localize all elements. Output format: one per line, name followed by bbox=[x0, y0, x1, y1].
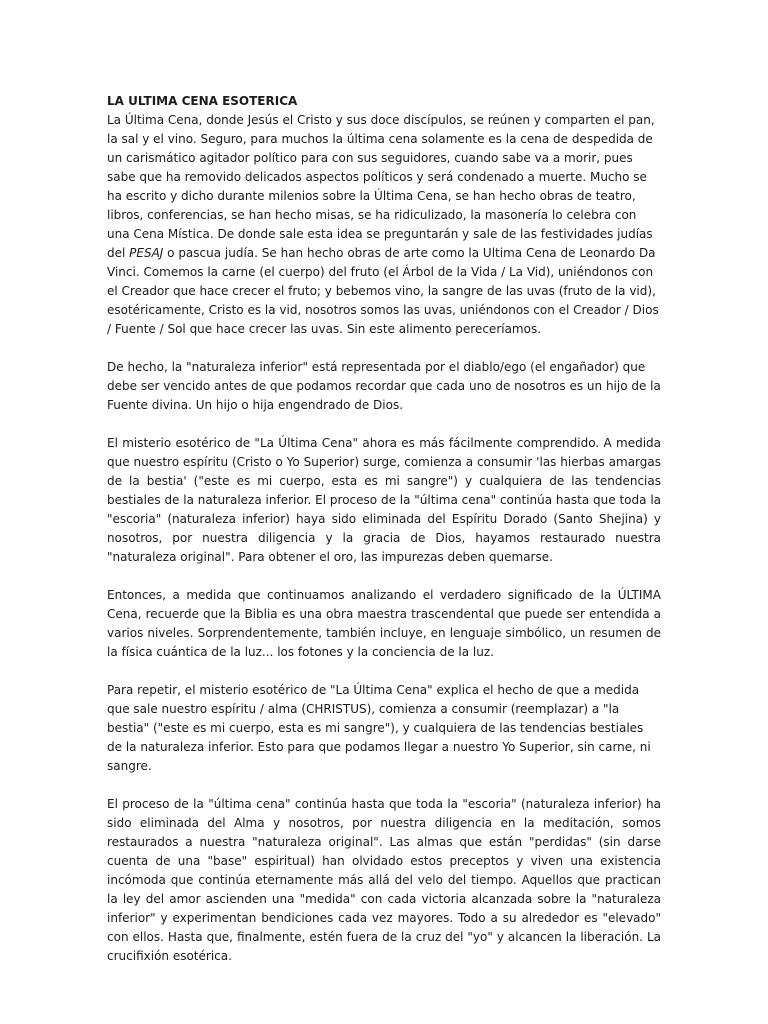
paragraph-2: De hecho, la "naturaleza inferior" está representada por el diablo/ego (el engañador) que debe ser vencido antes de que podamos recordar que cada uno de nosotros es un hijo de la Fuente divina. Un hijo o hija engendrado de Dios. bbox=[107, 360, 661, 412]
paragraph-1-text-b: o pascua judía. Se han hecho obras de arte como la Ultima Cena de Leonardo Da Vinci. Comemos la carne (el cuerpo) del fruto (el Árbol de la Vida / La Vid), uniéndonos con el Creador que hace crecer el fruto; y bebemos vino, la sangre de las uvas (fruto de la vid), esotéricamente, Cristo es la vid, nosotros somos las uvas, uniéndonos con el Creador / Dios / Fuente / Sol que hace crecer las uvas. Sin este alimento pereceríamos. bbox=[107, 246, 659, 336]
paragraph-1-italic-term: PESAJ bbox=[129, 246, 164, 260]
document-page bbox=[107, 92, 661, 985]
paragraph-6: El proceso de la "última cena" continúa hasta que toda la "escoria" (naturaleza inferior) ha sido eliminada del Alma y nosotros, por nuestra diligencia en la meditación, somos restaurados a nuestra "naturaleza original". Las almas que están "perdidas" (sin darse cuenta de una "base" espiritual) han olvidado estos preceptos y viven una existencia incómoda que continúa eternamente más allá del velo del tiempo. Aquellos que practican la ley del amor ascienden una "medida" con cada victoria alcanzada sobre la "naturaleza inferior" y experimentan bendiciones cada vez mayores. Todo a su alrededor es "elevado" con ellos. Hasta que, finalmente, estén fuera de la cruz del "yo" y alcancen la liberación. La crucifixión esotérica. bbox=[107, 797, 661, 963]
paragraph-1 bbox=[107, 111, 661, 339]
paragraph-3: El misterio esotérico de "La Última Cena" ahora es más fácilmente comprendido. A medida que nuestro espíritu (Cristo o Yo Superior) surge, comienza a consumir 'las hierbas amargas de la bestia' ("este es mi cuerpo, esta es mi sangre") y cualquiera de las tendencias bestiales de la naturaleza inferior. El proceso de la "última cena" continúa hasta que toda la "escoria" (naturaleza inferior) haya sido eliminada del Espíritu Dorado (Santo Shejina) y nosotros, por nuestra diligencia y la gracia de Dios, hayamos restaurado nuestra "naturaleza original". Para obtener el oro, las impurezas deben quemarse. bbox=[107, 436, 661, 564]
paragraph-4: Entonces, a medida que continuamos analizando el verdadero significado de la ÚLTIMA Cena, recuerde que la Biblia es una obra maestra trascendental que puede ser entendida a varios niveles. Sorprendentemente, también incluye, en lenguaje simbólico, un resumen de la física cuántica de la luz... los fotones y la conciencia de la luz. bbox=[107, 588, 661, 659]
document-title: LA ULTIMA CENA ESOTERICA bbox=[107, 94, 298, 108]
paragraph-1-text-a: La Última Cena, donde Jesús el Cristo y sus doce discípulos, se reúnen y comparten el pan, la sal y el vino. Seguro, para muchos la última cena solamente es la cena de despedida de un carismático agitador político para con sus seguidores, cuando sabe va a morir, pues sabe que ha removido delicados aspectos políticos y será condenado a muerte. Mucho se ha escrito y dicho durante milenios sobre la Última Cena, se han hecho obras de teatro, libros, conferencias, se han hecho misas, se ha ridiculizado, la masonería lo celebra con una Cena Mística. De donde sale esta idea se preguntarán y sale de las festividades judías del bbox=[107, 113, 655, 260]
paragraph-5: Para repetir, el misterio esotérico de "La Última Cena" explica el hecho de que a medida que sale nuestro espíritu / alma (CHRISTUS), comienza a consumir (reemplazar) a "la bestia" ("este es mi cuerpo, esta es mi sangre"), y cualquiera de las tendencias bestiales de la naturaleza inferior. Esto para que podamos llegar a nuestro Yo Superior, sin carne, ni sangre. bbox=[107, 683, 651, 773]
